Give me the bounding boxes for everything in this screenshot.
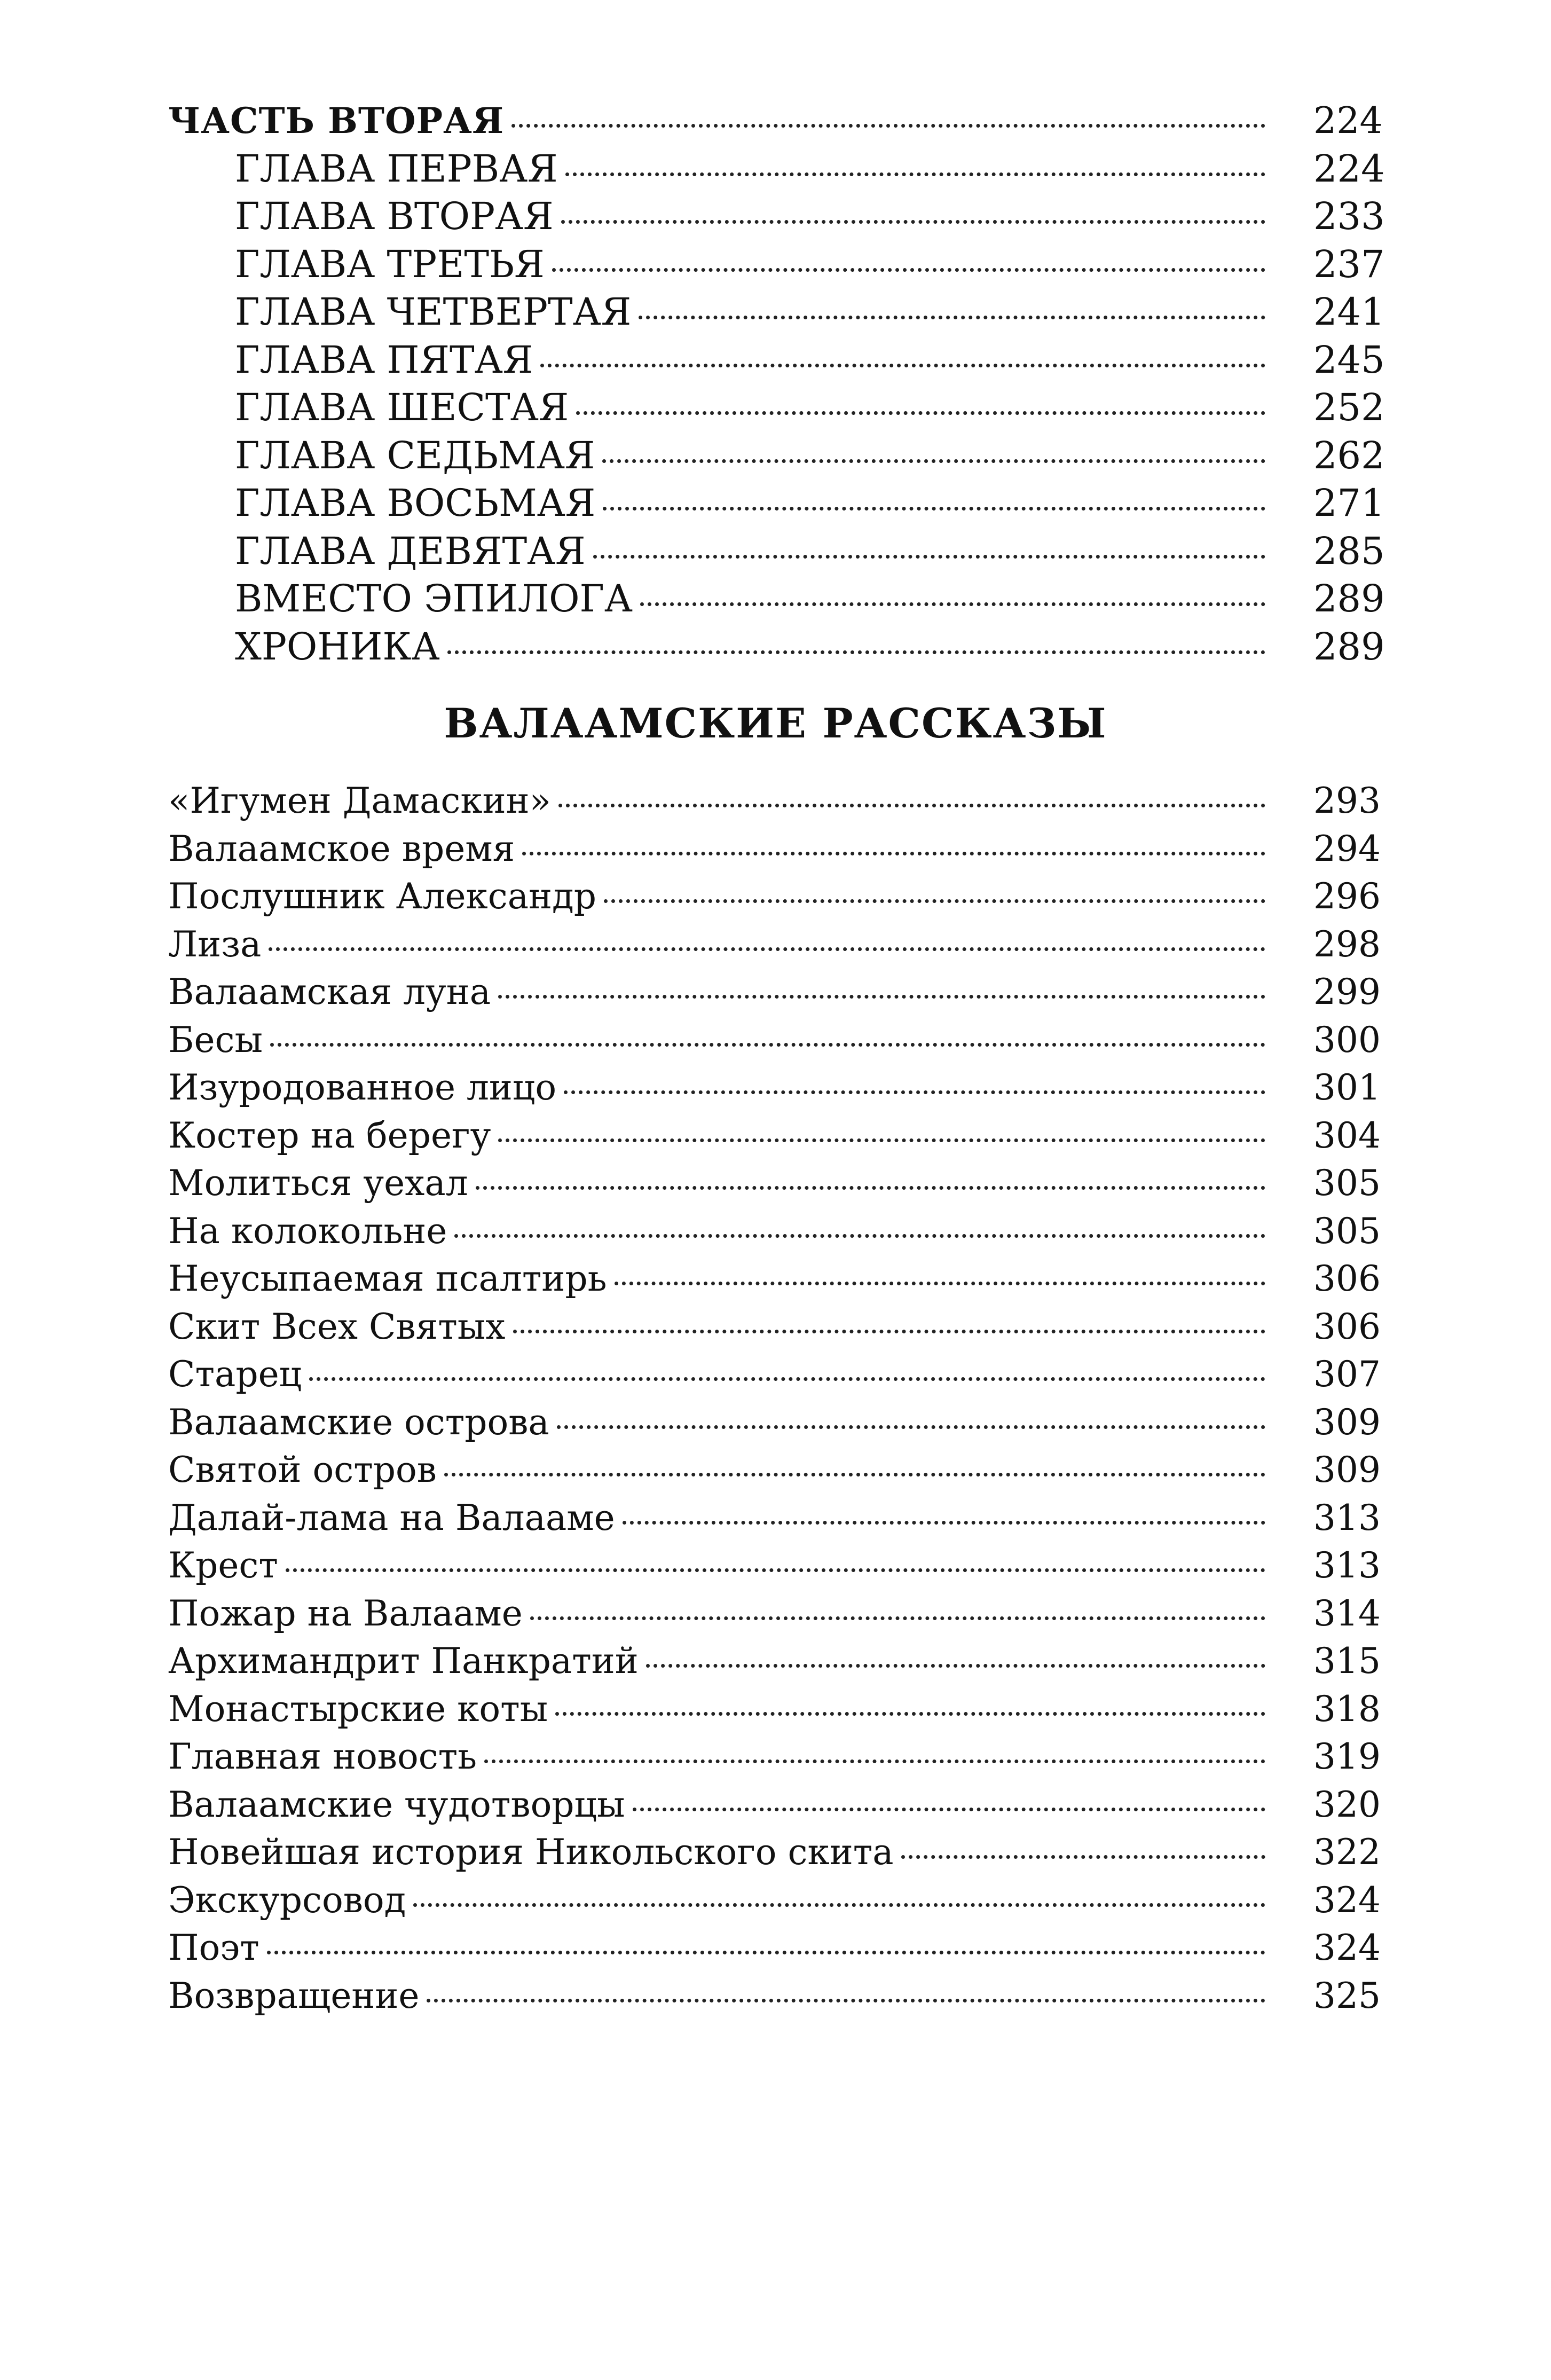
dot-leader [593,555,1265,559]
toc-entry-title: Старец [168,1354,302,1395]
dot-leader [640,602,1265,606]
toc-entry-story [168,1159,1380,1207]
toc-entry-chapter [168,432,1385,480]
toc-entry-title: ГЛАВА ПЯТАЯ [235,337,533,382]
toc-entry-page: 314 [1313,1592,1381,1634]
toc-entry-story [168,1924,1380,1972]
dot-leader [604,899,1265,903]
toc-entry-title: ГЛАВА ДЕВЯТАЯ [235,529,586,573]
toc-entry-title: ВМЕСТО ЭПИЛОГА [235,577,633,620]
toc-entry-page: 324 [1313,1927,1381,1968]
toc-entry-page: 324 [1313,1879,1381,1921]
dot-leader [565,172,1265,176]
dot-leader [269,947,1265,951]
toc-entry-page: 224 [1313,100,1383,142]
section-heading: ВАЛААМСКИЕ РАССКАЗЫ [444,700,1107,747]
toc-entry-title: Костер на берегу [168,1114,491,1156]
toc-entry-page: 298 [1313,923,1381,965]
toc-entry-page: 296 [1313,876,1381,917]
toc-entry-chapter [168,145,1385,193]
toc-entry-chapter [168,336,1385,384]
toc-entry-story [168,1637,1380,1685]
dot-leader [561,220,1265,224]
dot-leader [522,852,1265,855]
toc-entry-title: Валаамская луна [168,971,491,1012]
toc-entry-page: 224 [1313,146,1385,191]
toc-entry-page: 300 [1313,1019,1381,1061]
toc-entry-title: ГЛАВА ВТОРАЯ [235,194,554,238]
toc-entry-title: Скит Всех Святых [168,1306,506,1347]
toc-entry-title: Архимандрит Панкратий [168,1640,639,1682]
toc-entry-page: 305 [1313,1210,1381,1252]
toc-entry-page: 271 [1313,481,1385,525]
toc-entry-page: 305 [1313,1162,1381,1204]
toc-entry-title: Пожар на Валааме [168,1592,523,1634]
toc-entry-page: 289 [1313,577,1385,620]
part-two-toc [168,97,1385,671]
dot-leader [615,1282,1265,1285]
toc-entry-story [168,1399,1380,1447]
toc-entry-page: 294 [1313,828,1381,869]
dot-leader [476,1186,1265,1190]
toc-entry-page: 325 [1313,1975,1381,2016]
toc-entry-page: 315 [1313,1640,1381,1682]
dot-leader [623,1521,1265,1525]
dot-leader [267,1951,1265,1954]
toc-entry-page: 301 [1313,1067,1381,1108]
toc-entry-story [168,1828,1380,1876]
toc-entry-chapter [168,193,1385,241]
toc-entry-page: 306 [1313,1306,1381,1347]
toc-entry-title: Изуродованное лицо [168,1067,557,1108]
toc-entry-page: 319 [1313,1736,1381,1777]
toc-entry-title: ЧАСТЬ ВТОРАЯ [168,100,505,142]
toc-entry-title: На колокольне [168,1210,447,1252]
toc-entry-story [168,1112,1380,1160]
toc-entry-page: 313 [1313,1545,1381,1586]
dot-leader [454,1234,1265,1238]
dot-leader [633,1808,1265,1811]
toc-entry-page: 233 [1313,194,1385,238]
dot-leader [498,1138,1265,1142]
toc-entry-title: Возвращение [168,1975,420,2016]
dot-leader [413,1903,1265,1907]
toc-entry-title: Святой остров [168,1449,437,1490]
toc-entry-title: ГЛАВА ПЕРВАЯ [235,146,558,191]
toc-entry-page: 289 [1313,624,1385,669]
toc-entry-page: 307 [1313,1354,1381,1395]
toc-entry-page: 320 [1313,1784,1381,1825]
toc-entry-story [168,825,1380,873]
toc-entry-title: Валаамское время [168,828,515,869]
toc-entry-part-two [168,97,1383,145]
toc-entry-page: 309 [1313,1449,1381,1490]
toc-entry-page: 309 [1313,1401,1381,1443]
toc-entry-title: Молиться уехал [168,1162,468,1204]
toc-entry-page: 299 [1313,971,1381,1012]
toc-entry-page: 306 [1313,1258,1381,1299]
toc-entry-page: 285 [1313,529,1385,573]
toc-entry-title: Монастырские коты [168,1688,548,1730]
dot-leader [540,364,1265,367]
toc-entry-chapter [168,623,1385,671]
toc-entry-title: Далай-лама на Валааме [168,1497,615,1538]
toc-entry-title: Лиза [168,923,262,965]
toc-entry-story [168,1016,1380,1064]
dot-leader [427,1999,1265,2002]
toc-entry-story [168,1494,1380,1542]
dot-leader [558,804,1265,807]
toc-entry-title: Послушник Александр [168,876,596,917]
toc-entry-title: ГЛАВА ВОСЬМАЯ [235,481,596,525]
dot-leader [447,650,1265,654]
toc-entry-story [168,1972,1380,2020]
toc-entry-title: Валаамские чудотворцы [168,1784,625,1825]
toc-entry-title: ХРОНИКА [235,624,440,669]
toc-entry-chapter [168,288,1385,336]
toc-entry-page: 252 [1313,386,1385,429]
dot-leader [444,1473,1265,1476]
toc-entry-page: 304 [1313,1114,1381,1156]
dot-leader [270,1043,1265,1047]
toc-entry-title: «Игумен Дамаскин» [168,780,551,821]
dot-leader [513,1330,1265,1333]
toc-entry-story [168,921,1380,969]
toc-entry-page: 245 [1313,337,1385,382]
toc-entry-story [168,1064,1380,1112]
toc-entry-page: 237 [1313,242,1385,286]
dot-leader [639,316,1265,319]
toc-entry-story [168,1876,1380,1925]
toc-entry-story [168,1542,1380,1590]
toc-entry-title: Экскурсовод [168,1879,406,1921]
toc-entry-story [168,1350,1380,1399]
toc-entry-story [168,968,1380,1016]
toc-entry-chapter [168,575,1385,623]
dot-leader [564,1090,1265,1094]
toc-entry-story [168,1781,1380,1829]
dot-leader [901,1855,1265,1859]
toc-entry-page: 318 [1313,1688,1381,1730]
toc-entry-story [168,1255,1380,1303]
toc-entry-page: 313 [1313,1497,1381,1538]
toc-entry-title: Главная новость [168,1736,477,1777]
toc-entry-title: Неусыпаемая псалтирь [168,1258,607,1299]
toc-entry-chapter [168,384,1385,432]
dot-leader [309,1377,1265,1381]
toc-entry-chapter [168,241,1385,289]
toc-entry-story [168,1207,1380,1255]
toc-entry-story [168,1733,1380,1781]
toc-entry-story [168,777,1380,825]
stories-toc [168,777,1380,2020]
dot-leader [557,1425,1265,1429]
toc-entry-page: 293 [1313,780,1381,821]
dot-leader [530,1616,1265,1620]
dot-leader [286,1568,1265,1572]
dot-leader [552,268,1265,272]
toc-entry-chapter [168,480,1385,528]
dot-leader [484,1760,1265,1763]
toc-entry-page: 262 [1313,433,1385,477]
toc-entry-title: ГЛАВА ЧЕТВЕРТАЯ [235,290,632,334]
toc-entry-title: Поэт [168,1927,259,1968]
dot-leader [555,1712,1265,1716]
dot-leader [576,411,1265,415]
dot-leader [602,459,1265,463]
toc-entry-title: ГЛАВА СЕДЬМАЯ [235,433,595,477]
dot-leader [603,507,1265,510]
dot-leader [511,124,1265,128]
toc-entry-title: Бесы [168,1019,263,1061]
toc-entry-story [168,1303,1380,1351]
toc-entry-story [168,1685,1380,1733]
toc-entry-story [168,1446,1380,1494]
toc-entry-title: Новейшая история Никольского скита [168,1832,894,1873]
toc-entry-chapter [168,528,1385,576]
toc-entry-page: 322 [1313,1832,1381,1873]
toc-entry-story [168,1590,1380,1638]
toc-entry-page: 241 [1313,290,1385,334]
dot-leader [498,995,1265,999]
toc-entry-story [168,873,1380,921]
toc-entry-title: ГЛАВА ШЕСТАЯ [235,386,569,429]
toc-entry-title: Валаамские острова [168,1401,549,1443]
toc-entry-title: Крест [168,1545,278,1586]
toc-entry-title: ГЛАВА ТРЕТЬЯ [235,242,545,286]
dot-leader [646,1664,1265,1668]
